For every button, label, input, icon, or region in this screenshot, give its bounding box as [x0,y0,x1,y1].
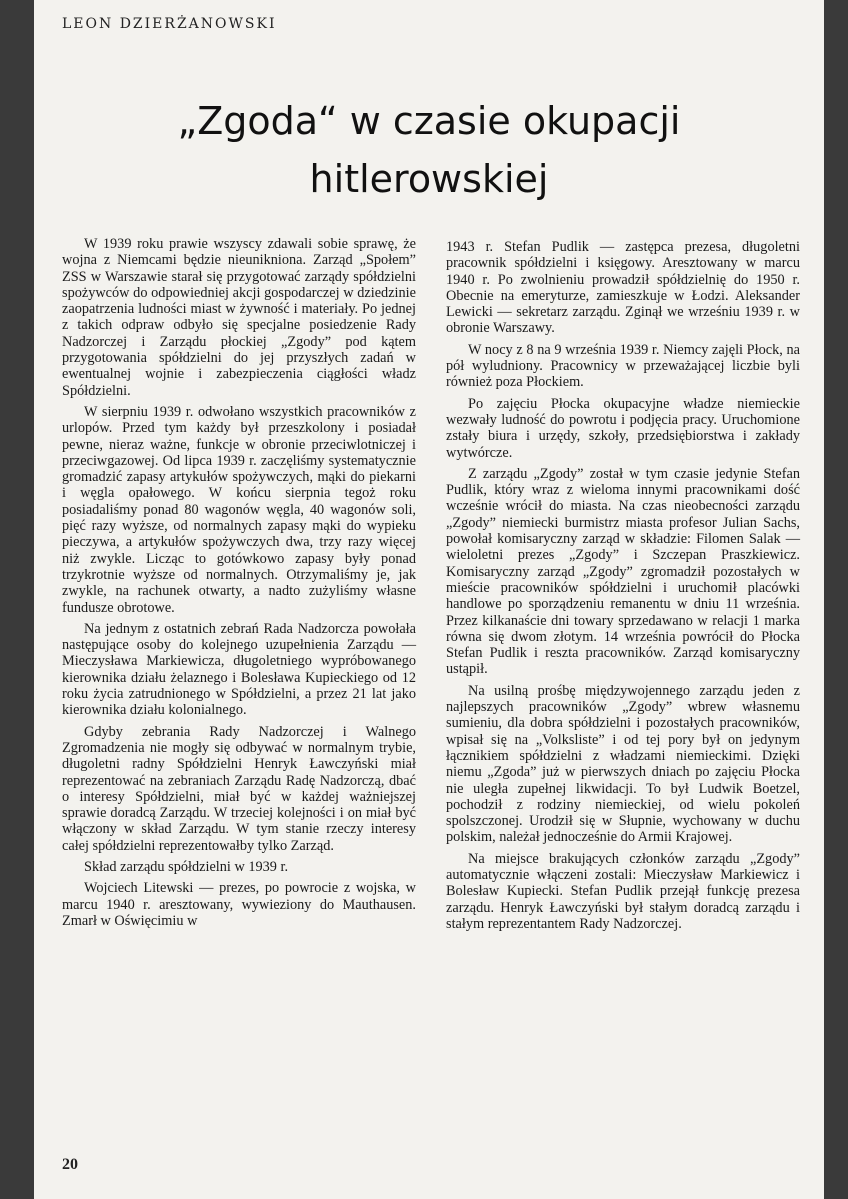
paragraph: Skład zarządu spółdzielni w 1939 r. [84,858,289,875]
page-number: 20 [62,1156,78,1173]
article-title [34,92,824,208]
author-header: LEON DZIERŻANOWSKI [62,16,277,32]
paragraph: W nocy z 8 na 9 września 1939 r. Niemcy zajęli Płock, na pół wyludniony. Pracownicy w przeważającej liczbie byli również poza Płockiem. [446,341,800,391]
left-column [62,236,416,934]
paragraph: Na usilną prośbę międzywojennego zarządu jeden z najlepszych pracowników „Zgody” wbrew własnemu sumieniu, dla dobra spółdzielni i pozostałych pracowników, wpisał się na „Volksliste” i od tej pory był on jedynym łącznikiem spółdzielni z władzami niemieckimi. Dzięki niemu „Zgoda” już w pierwszych dniach po zajęciu Płocka nie uległa zupełnej likwidacji. To był Ludwik Boetzel, pochodził z rodziny niemieckiej, od wielu pokoleń spolszczonej. Urodził się w Słupnie, wychowany w duchu polskim, należał jednocześnie do Armii Krajowej. [446,682,800,846]
paragraph: Z zarządu „Zgody” został w tym czasie jedynie Stefan Pudlik, który wraz z wieloma innymi pracownikami dość wcześnie wrócił do miasta. Na czas nieobecności zarządu „Zgody” niemiecki burmistrz miasta profesor Julian Sachs, powołał komisaryczny zarząd w składzie: Filomen Salak — wieloletni prezes „Zgody” i Szczepan Praszkiewicz. Komisaryczny zarząd „Zgody” zgromadził pozostałych w mieście pracowników spółdzielni i uruchomił placówki handlowe po sporządzeniu remanentu w dniu 11 września. Przez kilkanaście dni towary sprzedawano w relacji 1 marka równa się dwom złotym. 14 września powrócił do Płocka Stefan Pudlik i reszta pracowników. Zarząd komisaryczny ustąpił. [446,465,800,678]
title-line-2: hitlerowskiej [309,157,549,201]
document-page [34,0,824,1199]
paragraph: Gdyby zebrania Rady Nadzorczej i Walnego Zgromadzenia nie mogły się odbywać w normalnym trybie, długoletni radny Spółdzielni Henryk Ławczyński miał reprezentować na zebraniach Zarządu Radę Nadzorczą, dbać o interesy Spółdzielni, miał być w każdej ważniejszej sprawie doradcą Zarządu. W trzeciej kolejności i on miał być włączony w skład Zarządu. W tym stanie rzeczy interesy całej spółdzielni reprezentowałby tylko Zarząd. [62,723,416,854]
paragraph: 1943 r. Stefan Pudlik — zastępca prezesa, długoletni pracownik spółdzielni i księgowy. Aresztowany w marcu 1940 r. Po zwolnieniu prowadził spółdzielnię do 1950 r. Obecnie na emeryturze, zamieszkuje w Łodzi. Aleksander Lewicki — sekretarz zarządu. Zginął we wrześniu 1939 r. w obronie Warszawy. [446,239,800,337]
paragraph: Po zajęciu Płocka okupacyjne władze niemieckie wezwały ludność do powrotu i podjęcia pracy. Uruchomione zstały biura i urzędy, szkoły, przedsiębiorstwa i zakłady wytwórcze. [446,395,800,461]
paragraph: W 1939 roku prawie wszyscy zdawali sobie sprawę, że wojna z Niemcami będzie nieunikniona. Zarząd „Społem” ZSS w Warszawie starał się przygotować zarządy spółdzielni spożywców do odpowiedniej akcji gospodarczej w dziedzinie zaopatrzenia ludności miast w żywność i materiały. Po jednej z takich odpraw odbyło się specjalne posiedzenie Rady Nadzorczej i Zarządu płockiej „Zgody” pod kątem przygotowania spółdzielni do jej przyszłych zadań w ewentualnej wojnie i zabezpieczenia ciągłości władz Spółdzielni. [62,236,416,399]
right-column [446,239,800,937]
paragraph: Wojciech Litewski — prezes, po powrocie z wojska, w marcu 1940 r. aresztowany, wywieziony do Mauthausen. Zmarł w Oświęcimiu w [62,880,416,929]
paragraph: W sierpniu 1939 r. odwołano wszystkich pracowników z urlopów. Przed tym każdy był przeszkolony i posiadał pewne, nieraz ważne, funkcje w obronie przeciwlotniczej i przeciwgazowej. Od lipca 1939 r. zaczęliśmy systematycznie gromadzić zapasy artykułów spożywczych, mąki do piekarni i węgla opałowego. W końcu sierpnia tegoż roku posiadaliśmy ponad 80 wagonów węgla, 40 wagonów soli, pięć razy wyższe, od normalnych zapasy mąki do wypieku pieczywa, a artykułów spożywczych dwa, trzy razy więcej niż zwykle. Licząc to gotówkowo zapasy były ponad trzykrotnie wyższe od normalnych. Otrzymaliśmy je, jak zwykle, na rachunek otwarty, a nadto zużyliśmy własne fundusze obrotowe. [62,403,416,616]
paragraph: Na miejsce brakujących członków zarządu „Zgody” automatycznie włączeni zostali: Mieczysław Markiewicz i Bolesław Kupiecki. Stefan Pudlik przejął funkcję prezesa zarządu. Henryk Ławczyński był stałym doradcą zarządu i stałym reprezentantem Rady Nadzorczej. [446,850,800,932]
paragraph: Na jednym z ostatnich zebrań Rada Nadzorcza powołała następujące osoby do kolejnego uzupełnienia Zarządu — Mieczysława Markiewicza, długoletniego wypróbowanego kierownika działu żelaznego i Bolesława Kupieckiego od 12 roku życia zatrudnionego w Spółdzielni, a przez 21 lat jako kierownika działu kolonialnego. [62,620,416,719]
title-line-1: „Zgoda“ w czasie okupacji [177,99,681,143]
